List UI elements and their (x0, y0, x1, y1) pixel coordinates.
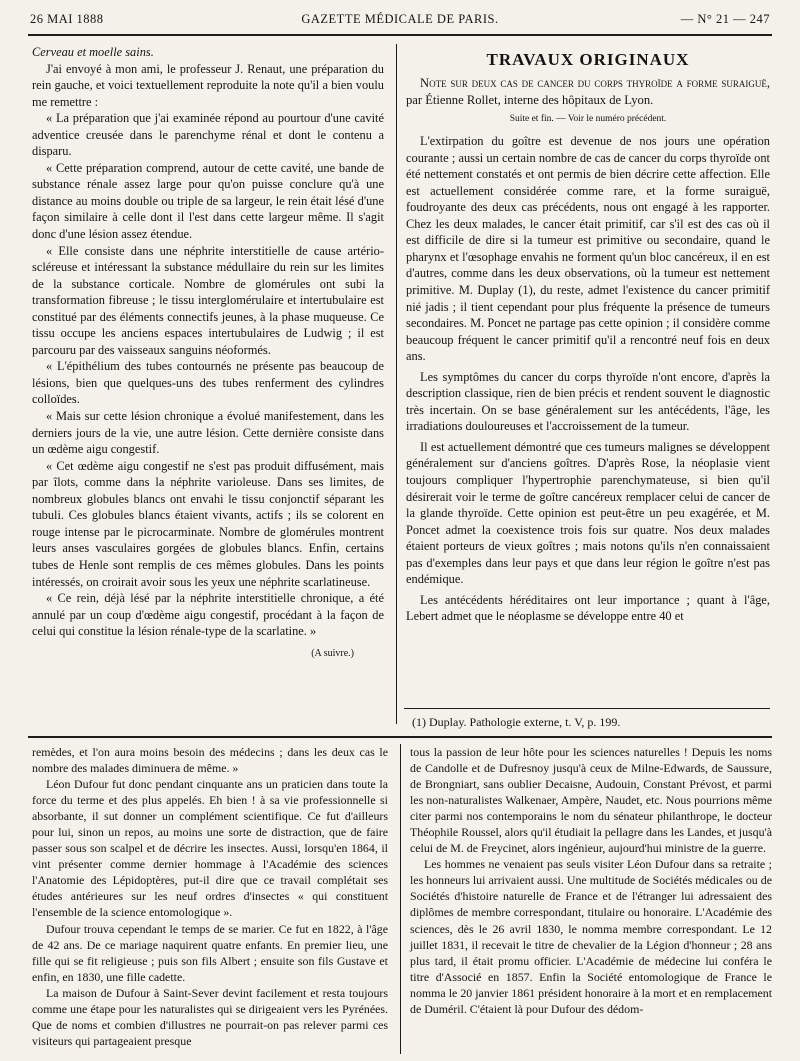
paragraph: « Mais sur cette lésion chronique a évolué manifestement, dans les derniers jours de la vie, une autre lésion. Cette dernière consiste dans un œdème aigu congestif. (32, 409, 384, 457)
paragraph: Cerveau et moelle sains. (32, 45, 154, 59)
page-header (30, 12, 770, 32)
left-column (32, 44, 384, 662)
bottom-right-column (410, 744, 772, 1017)
column-divider (396, 44, 397, 724)
paragraph: Les hommes ne venaient pas seuls visiter Léon Dufour dans sa retraite ; les honneurs lui arrivaient aussi. Une multitude de Sociétés médicales ou de Sociétés d'histoire naturelle de France et de l'étranger lui adressaient des diplômes de membre correspondant, titulaire ou honoraire. L'Académie des sciences, dès le 26 avril 1830, le nomma membre correspondant. Le 12 juillet 1831, il recevait le titre de chevalier de la Légion d'honneur ; 28 ans plus tard, il était promu officier. L'Académie de médecine lui conféra le titre d'Associé en 1857. Enfin la Société entomologique de France le nomma le 20 janvier 1861 président honoraire à la mort et en remplacement de Duméril. C'étaient là pour Dufour des dédom- (410, 857, 772, 1016)
paragraph: L'extirpation du goître est devenue de nos jours une opération courante ; aussi un certain nombre de cas de cancer du corps thyroïde ont été nettement constatés et ont permis de bien décrire cette affection. Elle est actuellement considérée comme rare, et la forme suraiguë, foudroyante des deux cas précédents, nous ont engagé à les rapporter. Chez les deux malades, le cancer était primitif, car s'il est des cas où il est difficile de dire si la tumeur est primitive ou secondaire, quand le pharynx et l'œsophage envahis ne forment qu'un bloc cancéreux, il en est d'autres, comme dans les deux observations, où la tumeur est nettement primitive. M. Duplay (1), du reste, admet l'existence du cancer primitif nié jadis ; il tient cependant pour plus fréquente la présence de tumeurs secondaires. M. Poncet ne partage pas cette opinion ; il considère comme beaucoup fréquent le cancer primitif qu'il a rencontré neuf fois en deux ans. (406, 134, 770, 364)
to-be-continued: (A suivre.) (311, 647, 354, 659)
paragraph: Léon Dufour fut donc pendant cinquante ans un praticien dans toute la force du terme et des plus appelés. Eh bien ! à sa vie professionnelle si absorbante, il sut donner un complément scientifique. Ce fut d'ailleurs pour lui, sinon un repos, au moins une sorte de distraction, que de faire passer sous son scalpel et de décrire les insectes. Aussi, lorsqu'en 1864, il vint présenter comme dernier hommage à l'Académie des sciences l'Anatomie des Lépidoptères, put-il dire que ce travail complétait ses études antérieures sur les neuf ordres d'insectes « qui constituent l'ensemble de la science entomologique ». (32, 777, 388, 920)
article-title: Note sur deux cas de cancer du corps thyroïde a forme suraiguë, par Étienne Rollet, interne des hôpitaux de Lyon. (406, 75, 770, 107)
paragraph: Dufour trouva cependant le temps de se marier. Ce fut en 1822, à l'âge de 42 ans. De ce mariage naquirent quatre enfants. En premier lieu, une fille qui se fit religieuse ; puis son fils Albert ; ensuite son fils Gustave et enfin, en 1830, une fille cadette. (32, 921, 388, 984)
header-rule (28, 34, 772, 36)
paragraph: « Ce rein, déjà lésé par la néphrite interstitielle chronique, a été annulé par un coup d'œdème aigu congestif, procédant à la façon de celui qui constitue la lésion rénale-type de la scarlatine. » (32, 591, 384, 639)
paragraph: remèdes, et l'on aura moins besoin des médecins ; dans les deux cas le nombre des malades diminuera de même. » (32, 745, 388, 776)
paragraph: Il est actuellement démontré que ces tumeurs malignes se développent généralement sur d'anciens goîtres. D'après Rose, la néoplasie vient toujours compliquer l'hypertrophie parenchymateuse, si bien qu'il désirerait voir le terme de goître cancéreux remplacer celui de cancer de la glande thyroïde. Cette opinion est peut-être un peu exagérée, et M. Poncet admet la coexistence trois fois sur quatre. Nos deux malades étaient porteurs de vieux goîtres ; mais notons qu'ils n'en connaissaient pas d'exemples dans leur pays et que dans leur région le goître n'est pas endémique. (406, 439, 770, 587)
paragraph: « Elle consiste dans une néphrite interstitielle de cause artério-scléreuse et intéressant la substance médullaire du rein sur les limites de la substance corticale. Nombre de glomérules ont subi la transformation fibreuse ; le tissu interglomérulaire et intertubulaire est constitué par des éléments connectifs jeunes, à la phase muqueuse. Ce tissu occupe les anciens espaces intertubulaires de Ludwig ; il est parcouru par des vaisseaux sanguins néoformés. (32, 243, 384, 357)
section-title: TRAVAUX ORIGINAUX (486, 50, 690, 69)
paragraph: Les antécédents héréditaires ont leur importance ; quant à l'âge, Lebert admet que le néoplasme se développe entre 40 et (406, 592, 770, 624)
footnote: (1) Duplay. Pathologie externe, t. V, p. 199. (412, 715, 621, 729)
issue-date: 26 MAI 1888 (30, 12, 104, 26)
section-rule (28, 736, 772, 738)
paragraph: « Cette préparation comprend, autour de cette cavité, une bande de substance rénale assez large pour qu'on puisse conclure qu'à une distance au moins double ou triple de sa largeur, le rein était lésé d'une façon similaire à celle dont il l'est dans cette largeur même. Il s'agit donc d'une lésion assez étendue. (32, 160, 384, 242)
page-number: — N° 21 — 247 (680, 12, 770, 26)
paragraph: « L'épithélium des tubes contournés ne présente pas beaucoup de lésions, bien que quelques-uns des tubes renferment des cylindres colloïdes. (32, 359, 384, 407)
footnote-rule (404, 708, 770, 709)
paragraph: J'ai envoyé à mon ami, le professeur J. Renaut, une préparation du rein gauche, et voici textuellement reproduite la note qu'il a bien voulu me remettre : (32, 61, 384, 109)
continuation-note: Suite et fin. — Voir le numéro précédent. (509, 113, 667, 124)
journal-title: GAZETTE MÉDICALE DE PARIS. (301, 12, 499, 26)
right-column (406, 50, 770, 625)
paragraph: « Cet œdème aigu congestif ne s'est pas produit diffusément, mais par îlots, comme dans la néphrite varioleuse. Dans ses limites, de nombreux globules blancs ont envahi le tissu conjonctif séparant les tubuli. Ces globules blancs étaient vivants, actifs ; ils se colorent en rouge intense par le picrocarminate. Nombre de glomérules montrent leurs anses vasculaires gorgées de globules blancs. Enfin, certains tubes de Henle sont remplis de ces mêmes globules. Dans les points intéressés, on croirait avoir sous les yeux une néphrite scarlatineuse. (32, 458, 384, 589)
paragraph: « La préparation que j'ai examinée répond au pourtour d'une cavité adventice creusée dans le parenchyme rénal et dont le contenu a disparu. (32, 111, 384, 159)
paragraph: Les symptômes du cancer du corps thyroïde n'ont encore, d'après la description classique, rien de bien précis et rendent souvent le diagnostic très incertain. On se base généralement sur les antécédents, l'âge, les irradiations douloureuses et l'accroissement de la tumeur. (406, 369, 770, 434)
bottom-column-divider (400, 744, 401, 1054)
bottom-left-column (32, 744, 388, 1049)
paragraph: tous la passion de leur hôte pour les sciences naturelles ! Depuis les noms de Candolle et de Dufresnoy jusqu'à ceux de Milne-Edwards, de Saussure, de Brongniart, sans oublier Decaisne, Audouin, Constant Prévost, et parmi les non-naturalistes Walkenaer, Ampère, Naudet, etc. Nous pourrions même citer parmi nos contemporains le nom du sénateur philanthrope, le docteur Théophile Roussel, alors qu'il étudiait la pellagre dans les Landes, et jusqu'à celui de M. de Freycinet, alors ingénieur, aujourd'hui ministre de la guerre. (410, 745, 772, 856)
paragraph: La maison de Dufour à Saint-Sever devint facilement et resta toujours comme une étape pour les naturalistes qui se dirigeaient vers les Pyrénées. Que de noms et combien d'illustres ne pourrait-on pas relever parmi ces visiteurs qui partageaient presque (32, 985, 388, 1048)
